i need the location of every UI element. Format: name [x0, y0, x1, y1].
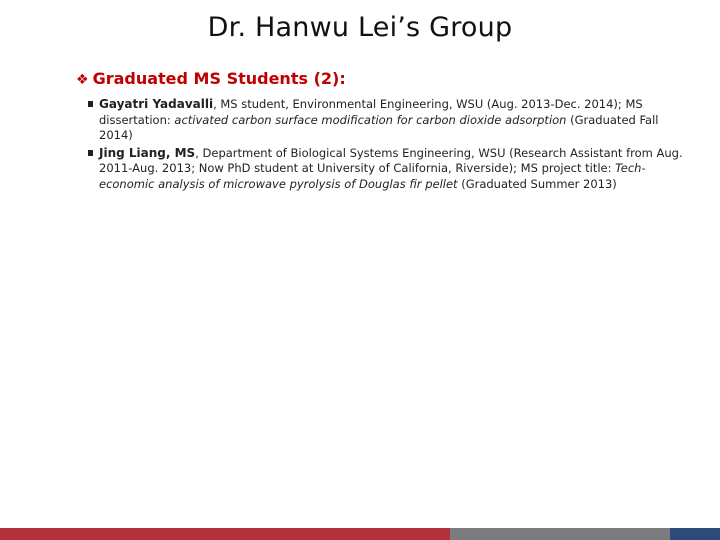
section-heading-text: Graduated MS Students (2): [92, 69, 346, 88]
slide-title: Dr. Hanwu Lei’s Group [207, 12, 513, 43]
student-project: activated carbon surface modification for carbon dioxide adsorption [174, 112, 567, 127]
student-graduation: (Graduated Fall 2014) [99, 112, 659, 142]
footer-bar [0, 528, 720, 540]
student-name: Gayatri Yadavalli [99, 97, 214, 111]
list-item [86, 146, 686, 193]
student-list [86, 97, 686, 194]
student-project: Tech-economic analysis of microwave pyrolysis of Douglas fir pellet [99, 161, 646, 191]
diamond-bullet-icon: ❖ [76, 72, 89, 88]
square-bullet-icon [88, 101, 93, 107]
student-name: Jing Liang, MS [99, 145, 196, 160]
footer-segment-blue [670, 528, 720, 540]
square-bullet-icon [88, 150, 93, 156]
list-item [86, 97, 686, 144]
student-details: , Department of Biological Systems Engineering, WSU (Research Assistant from Aug. 2011-Aug. 2013; Now PhD student at University of California, Riverside); MS project title: [99, 145, 683, 175]
section-heading [76, 69, 346, 88]
student-details: , MS student, Environmental Engineering, WSU (Aug. 2013-Dec. 2014); MS dissertation: [99, 97, 643, 127]
footer-segment-red [0, 528, 450, 540]
student-graduation: (Graduated Summer 2013) [457, 176, 617, 191]
footer-segment-gray [450, 528, 670, 540]
